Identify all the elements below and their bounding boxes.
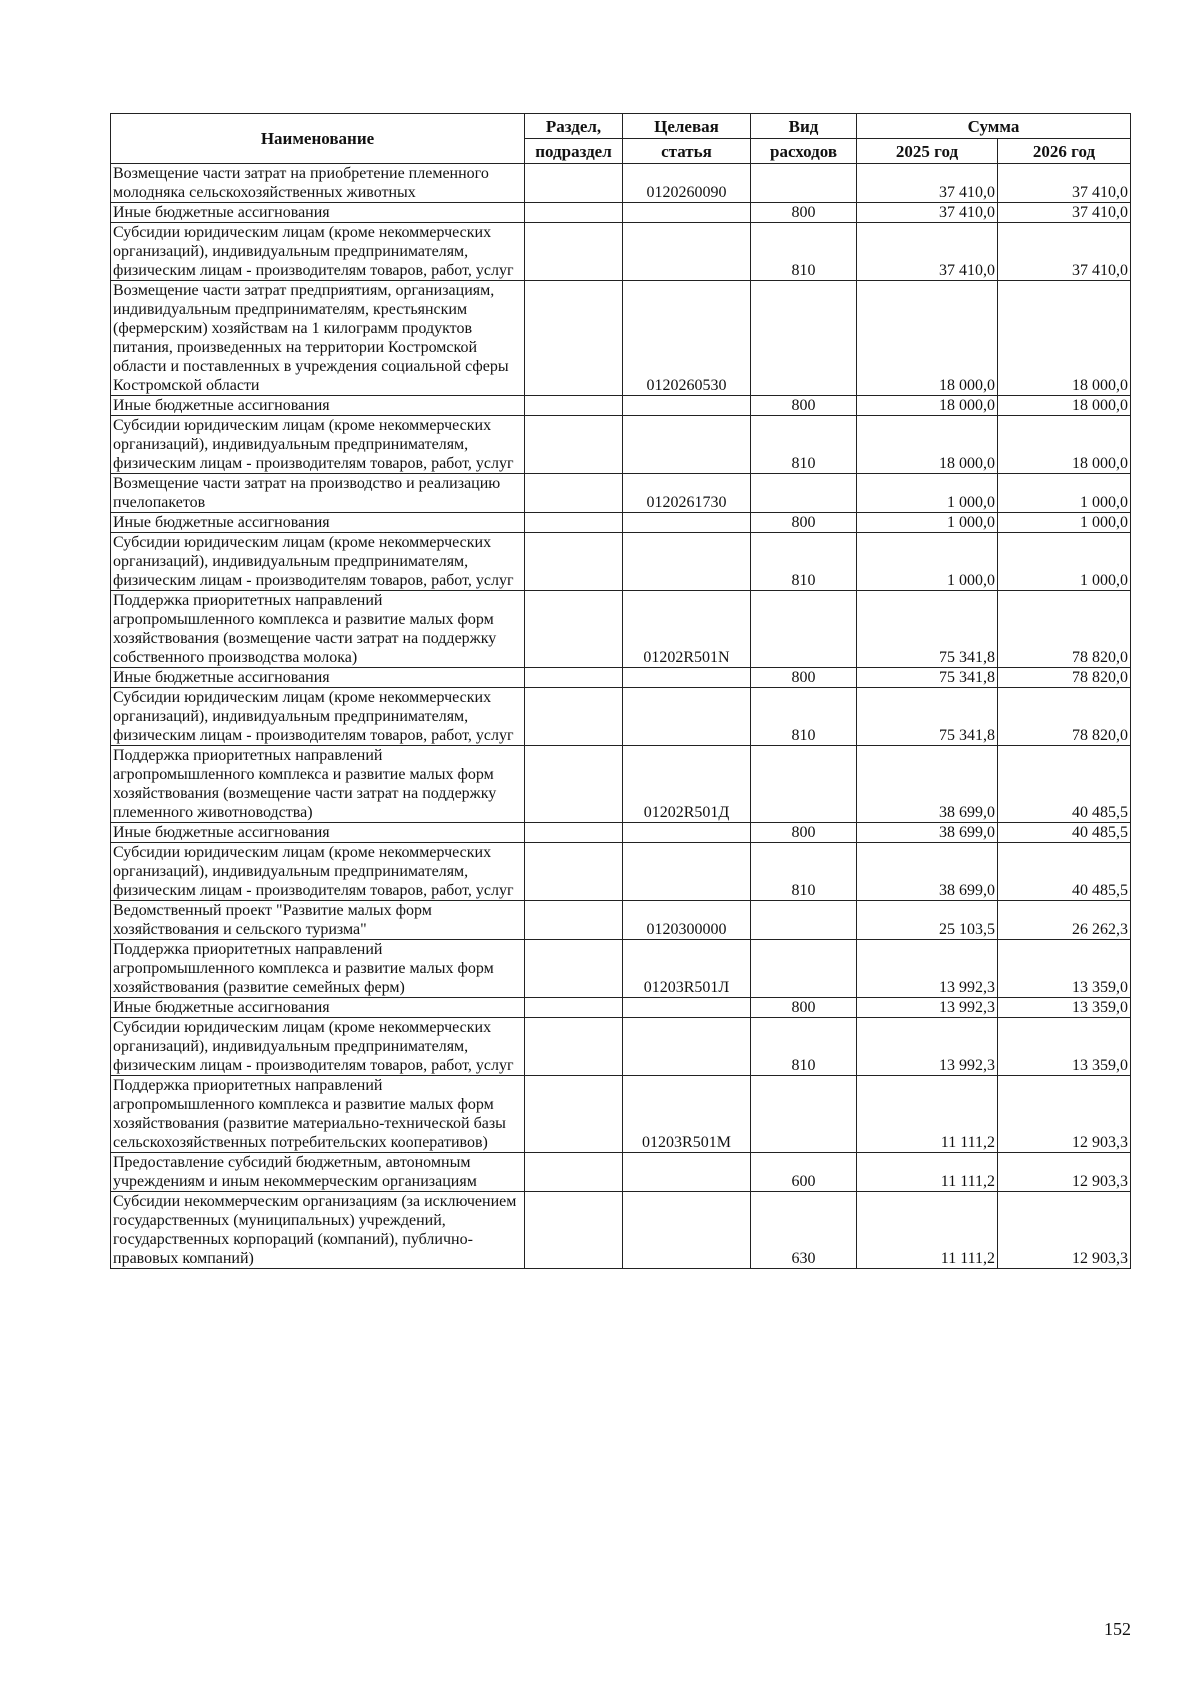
row-sum-2026: 18 000,0	[998, 396, 1131, 416]
row-sum-2025: 38 699,0	[857, 746, 998, 823]
row-sum-2025: 18 000,0	[857, 416, 998, 474]
row-sum-2026: 40 485,5	[998, 843, 1131, 901]
row-target	[623, 223, 751, 281]
row-kind	[751, 474, 857, 513]
row-sum-2026: 1 000,0	[998, 474, 1131, 513]
row-target	[623, 1192, 751, 1269]
table-row	[111, 164, 1131, 203]
row-name: Возмещение части затрат предприятиям, организациям, индивидуальным предпринимателям, крестьянским (фермерским) хозяйствам на 1 килограмм продуктов питания, произведенных на территории Костромской области и поставленных в учреждения социальной сферы Костромской области	[111, 281, 525, 396]
row-sum-2026: 12 903,3	[998, 1076, 1131, 1153]
row-sum-2026: 12 903,3	[998, 1153, 1131, 1192]
row-name: Поддержка приоритетных направлений агропромышленного комплекса и развитие малых форм хозяйствования (развитие материально-технической базы сельскохозяйственных потребительских кооперативов)	[111, 1076, 525, 1153]
row-section	[525, 164, 623, 203]
row-section	[525, 901, 623, 940]
row-sum-2026: 1 000,0	[998, 533, 1131, 591]
row-target	[623, 1153, 751, 1192]
row-sum-2025: 75 341,8	[857, 591, 998, 668]
row-name: Иные бюджетные ассигнования	[111, 998, 525, 1018]
row-section	[525, 513, 623, 533]
row-kind: 800	[751, 668, 857, 688]
page-number: 152	[1104, 1619, 1131, 1639]
row-sum-2025: 11 111,2	[857, 1192, 998, 1269]
row-kind	[751, 940, 857, 998]
table-row	[111, 1018, 1131, 1076]
row-section	[525, 396, 623, 416]
row-name: Ведомственный проект "Развитие малых форм хозяйствования и сельского туризма"	[111, 901, 525, 940]
row-section	[525, 416, 623, 474]
table-row	[111, 396, 1131, 416]
row-target	[623, 843, 751, 901]
row-sum-2025: 13 992,3	[857, 998, 998, 1018]
row-kind: 630	[751, 1192, 857, 1269]
row-sum-2025: 13 992,3	[857, 1018, 998, 1076]
row-name: Субсидии юридическим лицам (кроме некоммерческих организаций), индивидуальным предпринимателям, физическим лицам - производителям товаров, работ, услуг	[111, 416, 525, 474]
table-row	[111, 901, 1131, 940]
row-target: 0120261730	[623, 474, 751, 513]
table-row	[111, 668, 1131, 688]
row-section	[525, 746, 623, 823]
row-sum-2025: 18 000,0	[857, 396, 998, 416]
row-sum-2026: 37 410,0	[998, 203, 1131, 223]
table-row	[111, 1192, 1131, 1269]
row-kind: 800	[751, 513, 857, 533]
row-section	[525, 223, 623, 281]
row-sum-2026: 13 359,0	[998, 940, 1131, 998]
row-target: 01203R501Л	[623, 940, 751, 998]
row-name: Возмещение части затрат на приобретение племенного молодняка сельскохозяйственных животных	[111, 164, 525, 203]
row-name: Поддержка приоритетных направлений агропромышленного комплекса и развитие малых форм хозяйствования (возмещение части затрат на поддержку племенного животноводства)	[111, 746, 525, 823]
row-sum-2026: 78 820,0	[998, 668, 1131, 688]
row-sum-2026: 40 485,5	[998, 823, 1131, 843]
row-name: Иные бюджетные ассигнования	[111, 203, 525, 223]
row-section	[525, 823, 623, 843]
row-sum-2026: 26 262,3	[998, 901, 1131, 940]
table-row	[111, 688, 1131, 746]
row-kind	[751, 591, 857, 668]
row-target	[623, 203, 751, 223]
row-target: 0120260090	[623, 164, 751, 203]
row-target: 01203R501M	[623, 1076, 751, 1153]
row-section	[525, 998, 623, 1018]
header-name: Наименование	[111, 114, 525, 164]
row-sum-2026: 18 000,0	[998, 281, 1131, 396]
row-target: 01202R501Д	[623, 746, 751, 823]
row-sum-2025: 25 103,5	[857, 901, 998, 940]
row-name: Иные бюджетные ассигнования	[111, 668, 525, 688]
row-section	[525, 281, 623, 396]
header-section-line2: подраздел	[525, 139, 623, 164]
header-year-2026: 2026 год	[998, 139, 1131, 164]
table-row	[111, 281, 1131, 396]
table-row	[111, 474, 1131, 513]
row-kind: 800	[751, 998, 857, 1018]
header-row-1	[111, 114, 1131, 139]
table-row	[111, 533, 1131, 591]
row-name: Поддержка приоритетных направлений агропромышленного комплекса и развитие малых форм хозяйствования (возмещение части затрат на поддержку собственного производства молока)	[111, 591, 525, 668]
row-target	[623, 396, 751, 416]
row-sum-2026: 37 410,0	[998, 223, 1131, 281]
row-name: Субсидии юридическим лицам (кроме некоммерческих организаций), индивидуальным предпринимателям, физическим лицам - производителям товаров, работ, услуг	[111, 843, 525, 901]
row-name: Субсидии некоммерческим организациям (за исключением государственных (муниципальных) учреждений, государственных корпораций (компаний), публично-правовых компаний)	[111, 1192, 525, 1269]
row-kind: 800	[751, 396, 857, 416]
row-kind: 810	[751, 533, 857, 591]
row-sum-2025: 11 111,2	[857, 1153, 998, 1192]
row-kind: 800	[751, 203, 857, 223]
row-sum-2025: 1 000,0	[857, 533, 998, 591]
row-section	[525, 203, 623, 223]
table-row	[111, 940, 1131, 998]
row-target	[623, 513, 751, 533]
row-sum-2026: 1 000,0	[998, 513, 1131, 533]
row-target: 01202R501N	[623, 591, 751, 668]
row-section	[525, 1018, 623, 1076]
row-sum-2025: 18 000,0	[857, 281, 998, 396]
row-sum-2025: 75 341,8	[857, 688, 998, 746]
table-row	[111, 513, 1131, 533]
row-sum-2026: 40 485,5	[998, 746, 1131, 823]
header-target-line1: Целевая	[623, 114, 751, 139]
row-sum-2025: 75 341,8	[857, 668, 998, 688]
row-section	[525, 843, 623, 901]
row-target	[623, 668, 751, 688]
header-kind-line1: Вид	[751, 114, 857, 139]
row-section	[525, 533, 623, 591]
row-name: Иные бюджетные ассигнования	[111, 823, 525, 843]
row-section	[525, 1192, 623, 1269]
row-target	[623, 823, 751, 843]
row-name: Поддержка приоритетных направлений агропромышленного комплекса и развитие малых форм хозяйствования (развитие семейных ферм)	[111, 940, 525, 998]
row-sum-2025: 13 992,3	[857, 940, 998, 998]
header-section-line1: Раздел,	[525, 114, 623, 139]
row-kind: 810	[751, 223, 857, 281]
table-row	[111, 823, 1131, 843]
row-target	[623, 1018, 751, 1076]
row-sum-2025: 1 000,0	[857, 474, 998, 513]
row-sum-2025: 11 111,2	[857, 1076, 998, 1153]
row-section	[525, 1076, 623, 1153]
row-target	[623, 998, 751, 1018]
row-sum-2026: 78 820,0	[998, 688, 1131, 746]
row-kind	[751, 901, 857, 940]
row-kind: 810	[751, 843, 857, 901]
row-sum-2025: 38 699,0	[857, 823, 998, 843]
row-kind	[751, 164, 857, 203]
row-section	[525, 668, 623, 688]
row-target	[623, 533, 751, 591]
row-sum-2026: 78 820,0	[998, 591, 1131, 668]
row-name: Субсидии юридическим лицам (кроме некоммерческих организаций), индивидуальным предпринимателям, физическим лицам - производителям товаров, работ, услуг	[111, 688, 525, 746]
row-sum-2025: 37 410,0	[857, 223, 998, 281]
row-sum-2026: 13 359,0	[998, 1018, 1131, 1076]
row-section	[525, 688, 623, 746]
row-sum-2025: 38 699,0	[857, 843, 998, 901]
row-name: Иные бюджетные ассигнования	[111, 513, 525, 533]
row-section	[525, 591, 623, 668]
table-row	[111, 1076, 1131, 1153]
budget-table	[110, 113, 1131, 1269]
table-body	[111, 164, 1131, 1269]
row-sum-2026: 13 359,0	[998, 998, 1131, 1018]
header-sum: Сумма	[857, 114, 1131, 139]
row-target: 0120300000	[623, 901, 751, 940]
header-target-line2: статья	[623, 139, 751, 164]
table-row	[111, 1153, 1131, 1192]
row-name: Субсидии юридическим лицам (кроме некоммерческих организаций), индивидуальным предпринимателям, физическим лицам - производителям товаров, работ, услуг	[111, 533, 525, 591]
header-year-2025: 2025 год	[857, 139, 998, 164]
row-sum-2025: 1 000,0	[857, 513, 998, 533]
row-kind: 810	[751, 416, 857, 474]
row-name: Иные бюджетные ассигнования	[111, 396, 525, 416]
row-name: Субсидии юридическим лицам (кроме некоммерческих организаций), индивидуальным предпринимателям, физическим лицам - производителям товаров, работ, услуг	[111, 223, 525, 281]
row-sum-2026: 37 410,0	[998, 164, 1131, 203]
row-sum-2026: 18 000,0	[998, 416, 1131, 474]
row-section	[525, 940, 623, 998]
row-kind: 810	[751, 688, 857, 746]
table-row	[111, 416, 1131, 474]
table-row	[111, 843, 1131, 901]
row-name: Предоставление субсидий бюджетным, автономным учреждениям и иным некоммерческим организациям	[111, 1153, 525, 1192]
row-name: Возмещение части затрат на производство и реализацию пчелопакетов	[111, 474, 525, 513]
table-row	[111, 746, 1131, 823]
row-sum-2025: 37 410,0	[857, 203, 998, 223]
row-target	[623, 688, 751, 746]
row-kind	[751, 281, 857, 396]
row-target: 0120260530	[623, 281, 751, 396]
row-kind: 800	[751, 823, 857, 843]
row-sum-2025: 37 410,0	[857, 164, 998, 203]
row-name: Субсидии юридическим лицам (кроме некоммерческих организаций), индивидуальным предпринимателям, физическим лицам - производителям товаров, работ, услуг	[111, 1018, 525, 1076]
row-kind	[751, 746, 857, 823]
row-kind: 600	[751, 1153, 857, 1192]
row-kind	[751, 1076, 857, 1153]
row-target	[623, 416, 751, 474]
header-kind-line2: расходов	[751, 139, 857, 164]
table-row	[111, 203, 1131, 223]
table-row	[111, 998, 1131, 1018]
row-sum-2026: 12 903,3	[998, 1192, 1131, 1269]
row-section	[525, 474, 623, 513]
row-kind: 810	[751, 1018, 857, 1076]
table-row	[111, 223, 1131, 281]
table-row	[111, 591, 1131, 668]
row-section	[525, 1153, 623, 1192]
